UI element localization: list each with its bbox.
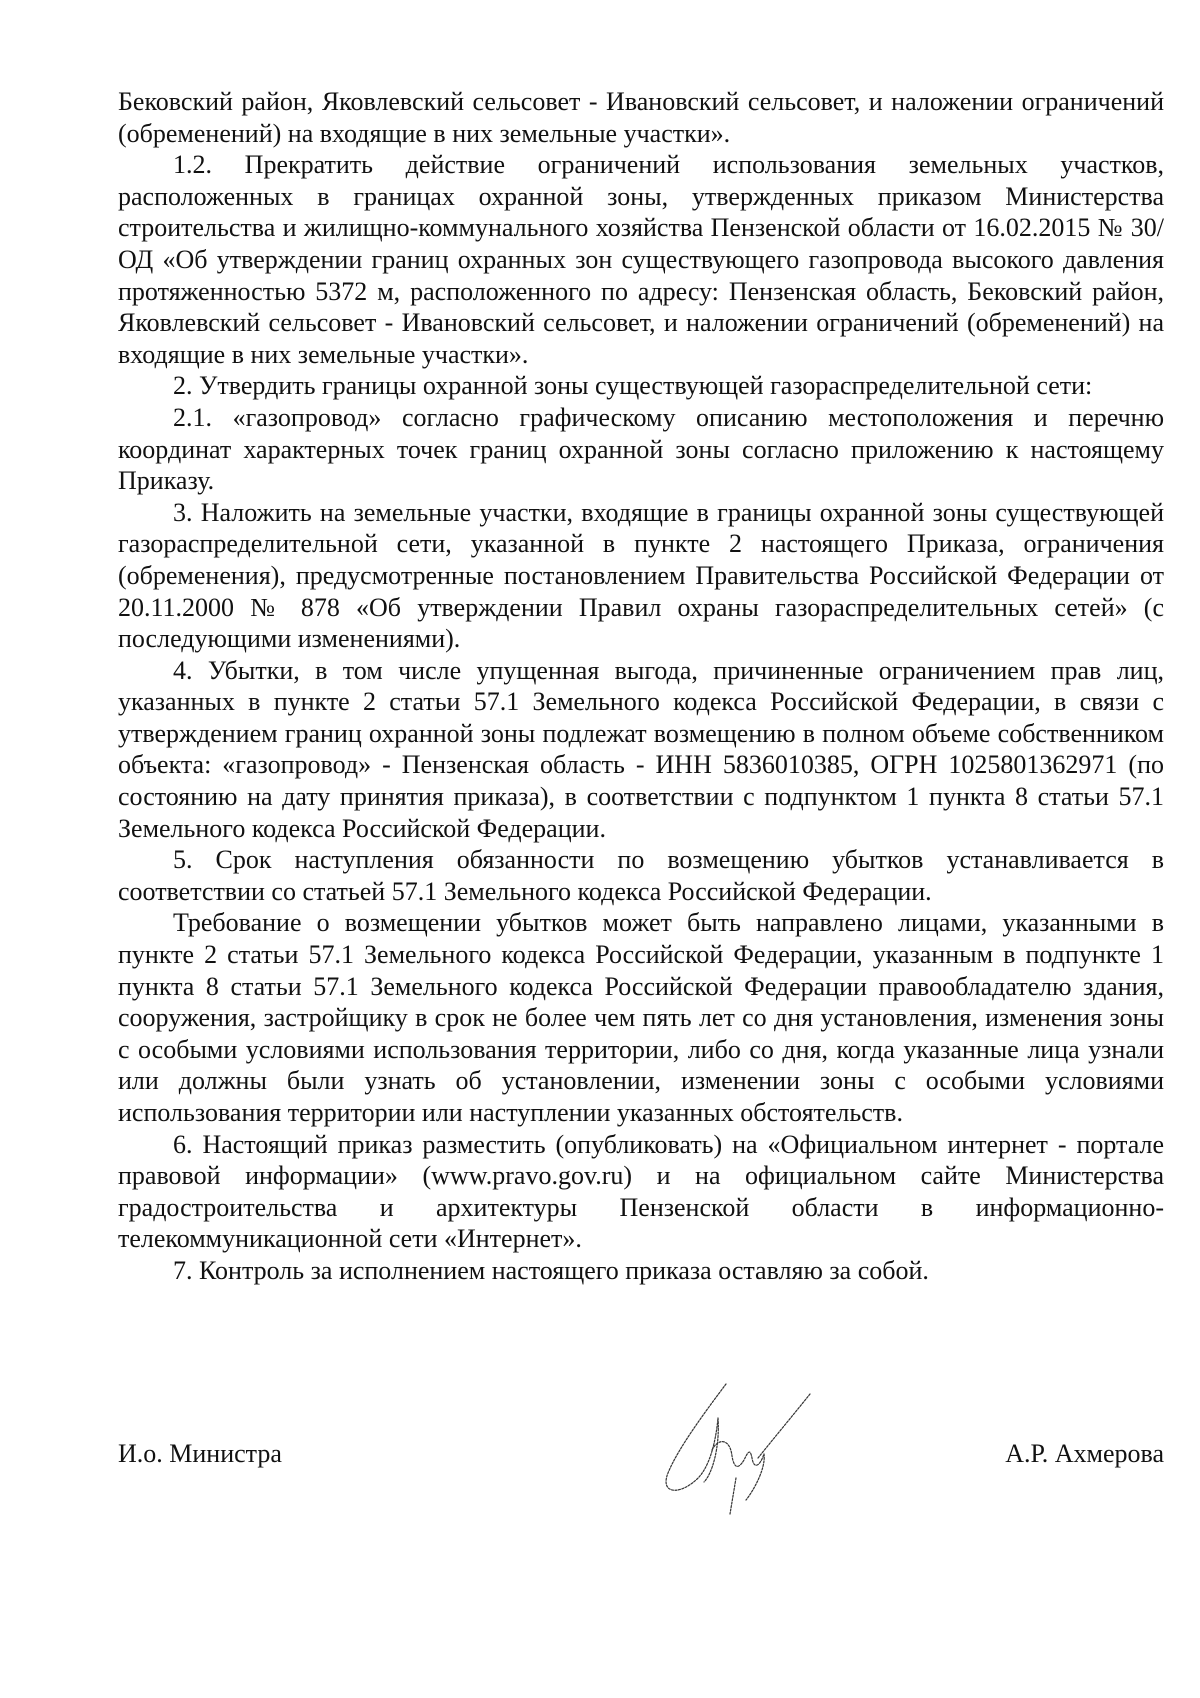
paragraph-6: 6. Настоящий приказ разместить (опубликовать) на «Официальном интернет - портале правовой информации» (www.pravo.gov.ru) и на официальном сайте Министерства градостроительства и архитектуры Пензенской области в информационно-телекоммуникационной сети «Интернет». (118, 1129, 1164, 1254)
paragraph-4: 4. Убытки, в том числе упущенная выгода, причиненные ограничением прав лиц, указанных в пункте 2 статьи 57.1 Земельного кодекса Российской Федерации, в связи с утверждением границ охранной зоны подлежат возмещению в полном объеме собственником объекта: «газопровод» - Пензенская область - ИНН 5836010385, ОГРН 1025801362971 (по состоянию на дату принятия приказа), в соответствии с подпунктом 1 пункта 8 статьи 57.1 Земельного кодекса Российской Федерации. (118, 655, 1164, 843)
paragraph-5-requirement: Требование о возмещении убытков может быть направлено лицами, указанными в пункте 2 статьи 57.1 Земельного кодекса Российской Федерации, указанным в подпункте 1 пункта 8 статьи 57.1 Земельного кодекса Российской Федерации правообладателю здания, сооружения, застройщику в срок не более чем пять лет со дня установления, изменения зоны с особыми условиями использования территории, либо со дня, когда указанные лица узнали или должны были узнать об установлении, изменении зоны с особыми условиями использования территории или наступлении указанных обстоятельств. (118, 908, 1164, 1127)
paragraph-continuation: Бековский район, Яковлевский сельсовет - Ивановский сельсовет, и наложении ограничений (обременений) на входящие в них земельные участки». (118, 87, 1164, 148)
signatory-name: А.Р. Ахмерова (1005, 1439, 1164, 1468)
paragraph-1-2: 1.2. Прекратить действие ограничений использования земельных участков, расположенных в границах охранной зоны, утвержденных приказом Министерства строительства и жилищно-коммунального хозяйства Пензенской области от 16.02.2015 № 30/ОД «Об утверждении границ охранных зон существующего газопровода высокого давления протяженностью 5372 м, расположенного по адресу: Пензенская область, Бековский район, Яковлевский сельсовет - Ивановский сельсовет, и наложении ограничений (обременений) на входящие в них земельные участки». (118, 150, 1164, 369)
signatory-position: И.о. Министра (118, 1439, 282, 1468)
handwritten-signature (638, 1378, 838, 1518)
paragraph-7: 7. Контроль за исполнением настоящего приказа оставляю за собой. (173, 1255, 929, 1285)
paragraph-5: 5. Срок наступления обязанности по возмещению убытков устанавливается в соответствии со статьей 57.1 Земельного кодекса Российской Федерации. (118, 845, 1164, 906)
paragraph-2-1: 2.1. «газопровод» согласно графическому описанию местоположения и перечню координат характерных точек границ охранной зоны согласно приложению к настоящему Приказу. (118, 402, 1164, 496)
paragraph-3: 3. Наложить на земельные участки, входящие в границы охранной зоны существующей газораспределительной сети, указанной в пункте 2 настоящего Приказа, ограничения (обременения), предусмотренные постановлением Правительства Российской Федерации от 20.11.2000 № 878 «Об утверждении Правил охраны газораспределительных сетей» (с последующими изменениями). (118, 497, 1164, 654)
paragraph-2: 2. Утвердить границы охранной зоны существующей газораспределительной сети: (173, 371, 1093, 401)
document-body (118, 86, 1164, 1287)
